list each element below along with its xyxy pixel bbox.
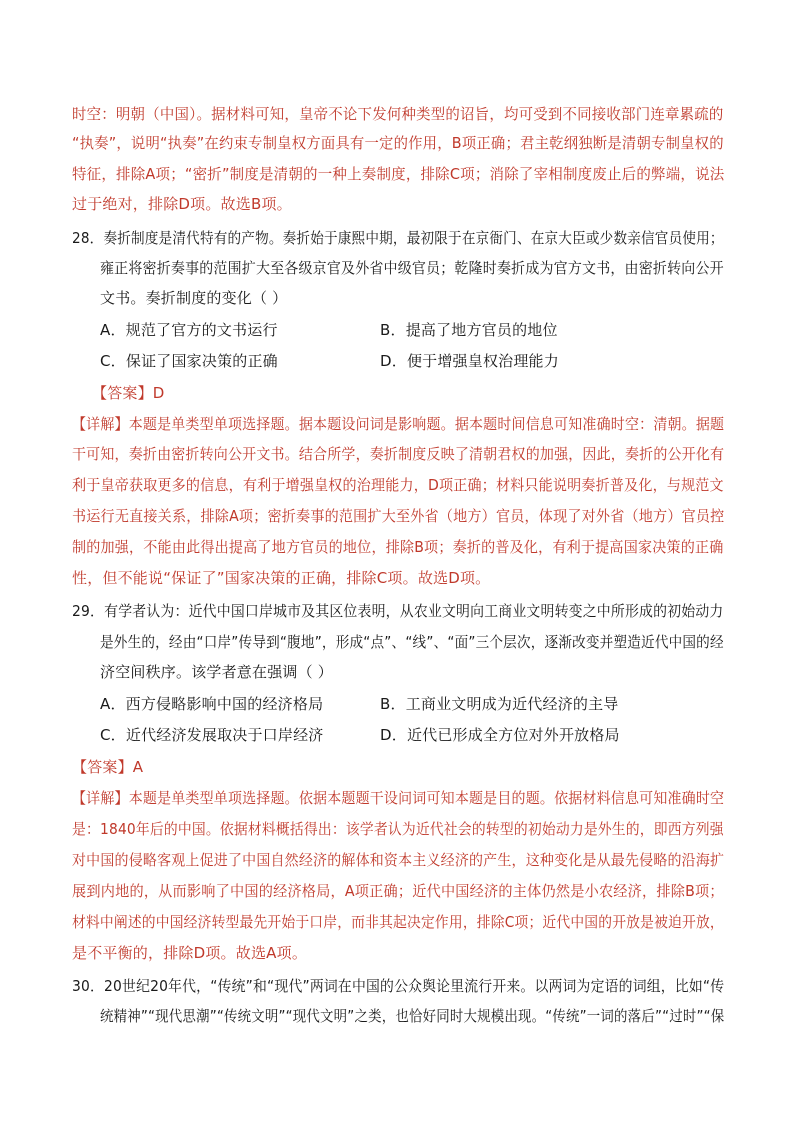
q28-stem-line-3: 文书。奏折制度的变化（ ） — [100, 289, 288, 307]
q29-stem-line-2: 是外生的，经由“口岸”传导到“腹地”，形成“点”、“线”、“面”三个层次，逐渐改变并塑造近代中国的经 — [100, 633, 724, 651]
q28-detail-line-2: 干可知，奏折由密折转向公开文书。结合所学，奏折制度反映了清朝君权的加强，因此，奏折的公开化有 — [72, 445, 725, 463]
q29-detail-line-6: 是不平衡的，排除D项。故选A项。 — [72, 944, 308, 962]
q28-option-b: B．提高了地方官员的地位 — [380, 321, 558, 339]
q28-option-c: C．保证了国家决策的正确 — [100, 352, 278, 370]
q29-detail-line-4: 展到内地的，从而影响了中国的经济格局，A项正确；近代中国经济的主体仍然是小农经济，排除B项； — [72, 882, 724, 900]
q28-option-a: A．规范了官方的文书运行 — [100, 321, 278, 339]
q29-option-a: A．西方侵略影响中国的经济格局 — [100, 695, 324, 713]
q29-detail-line-5: 材料中阐述的中国经济转型最先开始于口岸，而非其起决定作用，排除C项；近代中国的开放是被迫开放， — [72, 913, 724, 931]
q28-option-d: D．便于增强皇权治理能力 — [380, 352, 559, 370]
q28-detail-line-5: 制的加强，不能由此得出提高了地方官员的地位，排除B项；奏折的普及化，有利于提高国家决策的正确 — [72, 538, 724, 556]
q28-answer: 【答案】D — [92, 384, 165, 402]
q28-detail-line-1: 【详解】本题是单类型单项选择题。据本题设问词是影响题。据本题时间信息可知准确时空：清朝。据题 — [72, 415, 725, 433]
q29-detail-line-1: 【详解】本题是单类型单项选择题。依据本题题干设问词可知本题是目的题。依据材料信息可知准确时空 — [72, 789, 725, 807]
q29-answer: 【答案】A — [72, 758, 144, 776]
q29-option-c: C．近代经济发展取决于口岸经济 — [100, 726, 324, 744]
q28-detail-line-3: 利于皇帝获取更多的信息，有利于增强皇权的治理能力，D项正确；材料只能说明奏折普及化，与规范文 — [72, 476, 724, 494]
q28-stem-line-1: 28．奏折制度是清代特有的产物。奏折始于康熙中期，最初限于在京衙门、在京大臣或少数亲信官员使用； — [72, 229, 724, 247]
q28-detail-line-4: 书运行无直接关系，排除A项；密折奏事的范围扩大至外省（地方）官员，体现了对外省（地方）官员控 — [72, 507, 725, 525]
q29-stem-line-1: 29．有学者认为：近代中国口岸城市及其区位表明，从农业文明向工商业文明转变之中所形成的初始动力 — [72, 602, 724, 620]
q27-explanation-line-2: “执奏”，说明“执奏”在约束专制皇权方面具有一定的作用，B项正确；君主乾纲独断是清朝专制皇权的 — [72, 134, 724, 152]
q27-explanation-line-4: 过于绝对，排除D项。故选B项。 — [72, 195, 292, 213]
q27-explanation-line-1: 时空：明朝（中国）。据材料可知，皇帝不论下发何种类型的诏旨，均可受到不同接收部门连章累疏的 — [72, 105, 724, 123]
q29-option-d: D．近代已形成全方位对外开放格局 — [380, 726, 620, 744]
q28-stem-line-2: 雍正将密折奏事的范围扩大至各级京官及外省中级官员；乾隆时奏折成为官方文书，由密折转向公开 — [100, 259, 724, 277]
q30-stem-line-1: 30．20世纪20年代，“传统”和“现代”两词在中国的公众舆论里流行开来。以两词为定语的词组，比如“传 — [72, 977, 725, 995]
q29-stem-line-3: 济空间秩序。该学者意在强调（ ） — [100, 663, 333, 681]
q27-explanation-line-3: 特征，排除A项；“密折”制度是清朝的一种上奏制度，排除C项；消除了宰相制度废止后的弊端，说法 — [72, 165, 725, 183]
q30-stem-line-2: 统精神”“现代思潮”“传统文明”“现代文明”之类，也恰好同时大规模出现。“传统”一词的落后”“过时”“保 — [100, 1007, 725, 1025]
q29-detail-line-2: 是：1840年后的中国。依据材料概括得出：该学者认为近代社会的转型的初始动力是外生的，即西方列强 — [72, 820, 724, 838]
q28-detail-line-6: 性，但不能说“保证了”国家决策的正确，排除C项。故选D项。 — [72, 569, 491, 587]
q29-option-b: B．工商业文明成为近代经济的主导 — [380, 695, 619, 713]
q29-detail-line-3: 对中国的侵略客观上促进了中国自然经济的解体和资本主义经济的产生，这种变化是从最先侵略的沿海扩 — [72, 851, 725, 869]
